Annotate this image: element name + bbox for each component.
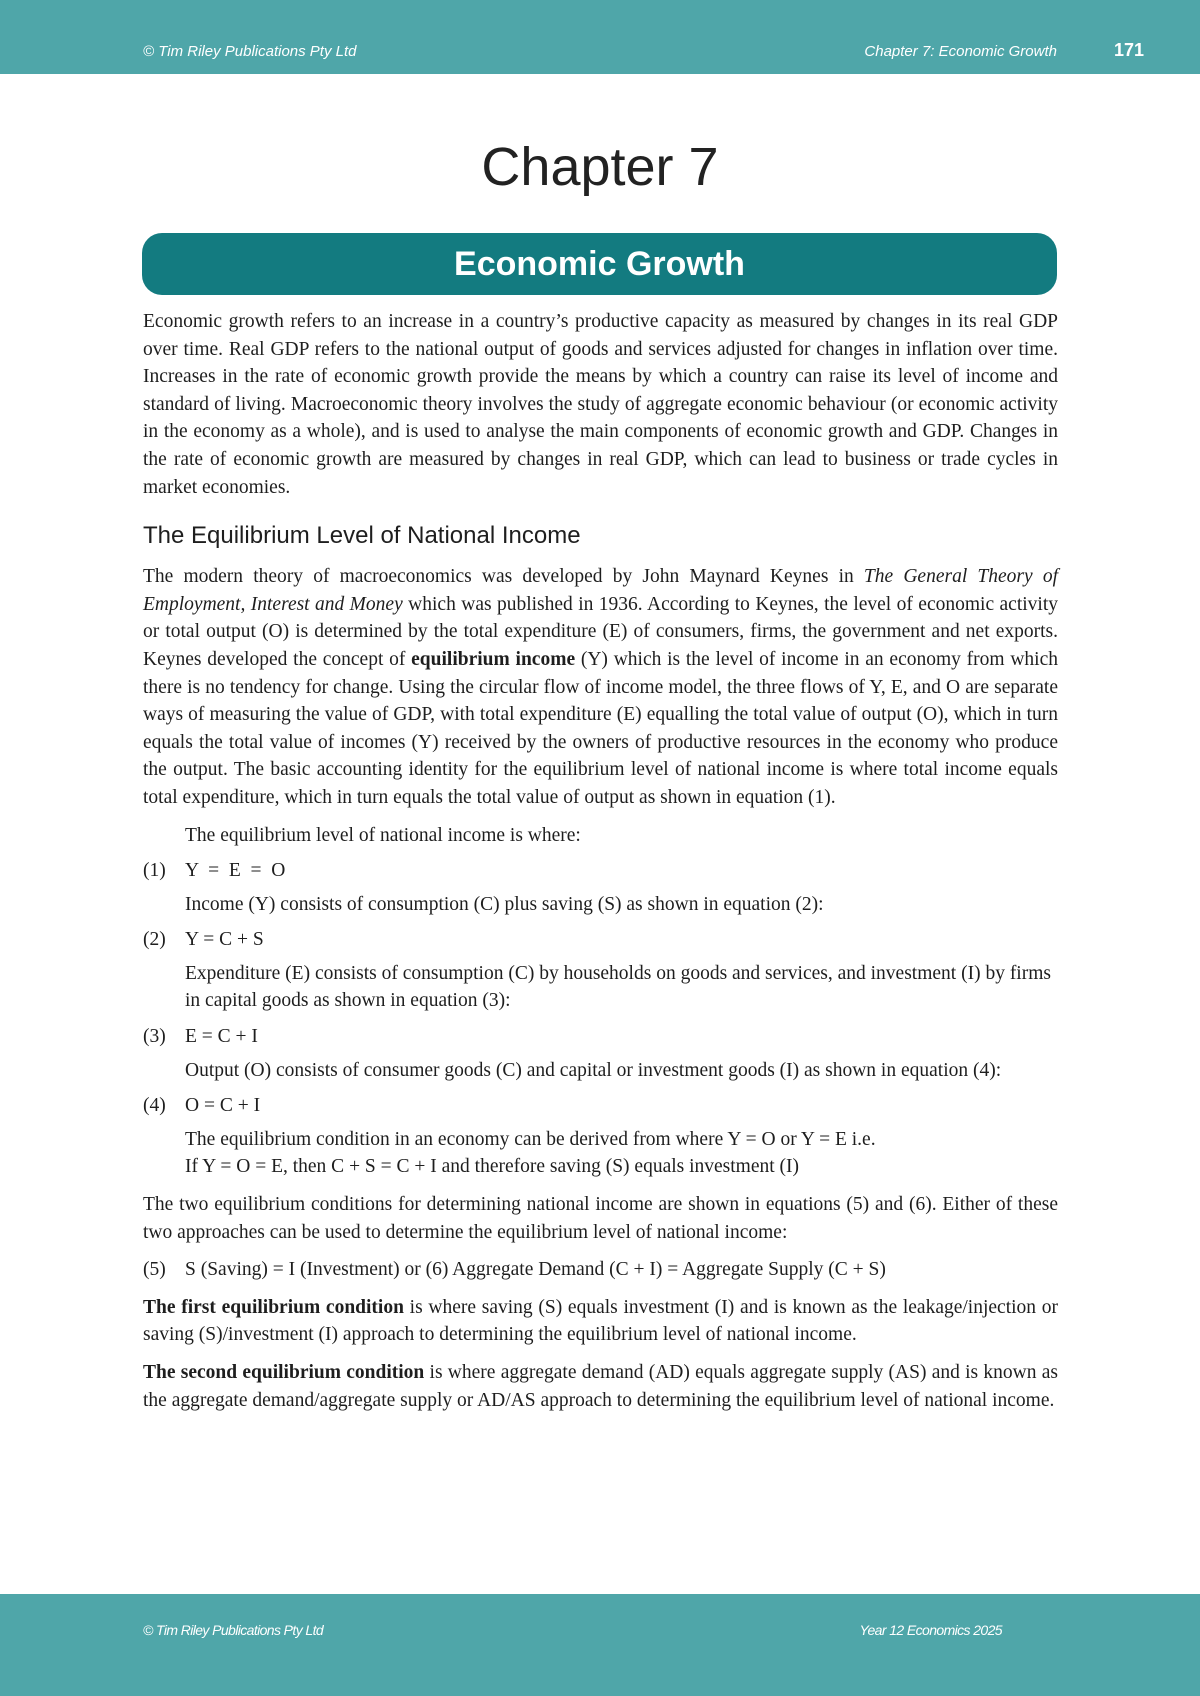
header-chapter-label: Chapter 7: Economic Growth (864, 43, 1057, 60)
keynes-paragraph (143, 563, 1058, 811)
footer-copyright: © Tim Riley Publications Pty Ltd (143, 1622, 324, 1638)
equation-5-6 (143, 1256, 1058, 1284)
second-condition-paragraph (143, 1359, 1058, 1414)
equation-1 (143, 857, 1058, 885)
page-body (143, 308, 1058, 1414)
page-footer (0, 1594, 1200, 1696)
equation-number: (5) (143, 1259, 166, 1281)
equation-number: (1) (143, 860, 166, 882)
equation-text: Y = C + S (185, 929, 264, 951)
equation-text: S (Saving) = I (Investment) or (6) Aggregate Demand (C + I) = Aggregate Supply (C + S) (185, 1259, 886, 1281)
keynes-text-1: The modern theory of macroeconomics was developed by John Maynard Keynes in (143, 566, 864, 588)
equation-3-intro: Expenditure (E) consists of consumption (C) by households on goods and services, and investment (I) by firms in capital goods as shown in equation (3): (185, 962, 1051, 1012)
chapter-title-banner: Economic Growth (142, 233, 1057, 295)
chapter-heading: Chapter 7 (481, 137, 719, 197)
equation-text: E = C + I (185, 1026, 258, 1048)
equation-number: (2) (143, 929, 166, 951)
book-title: The General Theory of Employment, Interest and Money (143, 566, 1058, 615)
second-condition-text: is where aggregate demand (AD) equals aggregate supply (AS) and is known as the aggregate demand/aggregate supply or AD/AS approach to determining the equilibrium level of national income. (143, 1362, 1059, 1411)
equation-number: (3) (143, 1026, 166, 1048)
equation-4 (143, 1092, 1058, 1120)
page-header (0, 0, 1200, 74)
equation-number: (4) (143, 1095, 166, 1117)
first-condition-text: is where saving (S) equals investment (I) and is known as the leakage/injection or saving (S)/investment (I) approach to determining the equilibrium level of national income. (143, 1296, 1058, 1346)
equation-text: Y = E = O (185, 860, 286, 882)
equation-intro: The equilibrium level of national income is where: (185, 824, 581, 846)
equilibrium-condition-line-2: If Y = O = E, then C + S = C + I and therefore saving (S) equals investment (I) (185, 1156, 800, 1178)
keynes-text-2: which was published in 1936. According to Keynes, the level of economic activity or total output (O) is determined by the total expenditure (E) of consumers, firms, the government and net exports. Keynes developed the concept of (143, 593, 1058, 670)
second-condition-term: The second equilibrium condition (143, 1362, 425, 1383)
equation-2-intro: Income (Y) consists of consumption (C) plus saving (S) as shown in equation (2): (185, 893, 824, 915)
two-conditions-paragraph: The two equilibrium conditions for determining national income are shown in equations (5) and (6). Either of these two approaches can be used to determine the equilibrium level of national income: (143, 1194, 1058, 1243)
key-term-equilibrium-income: equilibrium income (411, 648, 576, 670)
equation-3 (143, 1023, 1058, 1051)
equation-text: O = C + I (185, 1095, 261, 1117)
section-heading: The Equilibrium Level of National Income (143, 522, 581, 550)
footer-book-title: Year 12 Economics 2025 (859, 1622, 1002, 1638)
equation-4-intro: Output (O) consists of consumer goods (C) and capital or investment goods (I) as shown in equation (4): (185, 1059, 1002, 1081)
equation-2 (143, 926, 1058, 954)
first-condition-paragraph (143, 1294, 1058, 1349)
equilibrium-condition-line-1: The equilibrium condition in an economy can be derived from where Y = O or Y = E i.e. (185, 1128, 876, 1150)
keynes-text-3: (Y) which is the level of income in an economy from which there is no tendency for change. Using the circular flow of income model, the three flows of Y, E, and O are separate ways of measuring the value of GDP, with total expenditure (E) equalling the total value of output (O), which in turn equals the total value of incomes (Y) received by the owners of productive resources in the economy who produce the output. The basic accounting identity for the equilibrium level of national income is where total income equals total expenditure, which in turn equals the total value of output as shown in equation (1). (143, 648, 1058, 808)
first-condition-term: The first equilibrium condition (143, 1296, 404, 1318)
page-number: 171 (1113, 40, 1144, 60)
intro-paragraph: Economic growth refers to an increase in a country’s productive capacity as measured by changes in its real GDP over time. Real GDP refers to the national output of goods and services adjusted for changes in inflation over time. Increases in the rate of economic growth provide the means by which a country can raise its level of income and standard of living. Macroeconomic theory involves the study of aggregate economic behaviour (or economic activity in the economy as a whole), and is used to analyse the main components of economic growth and GDP. Changes in the rate of economic growth are measured by changes in real GDP, which can lead to business or trade cycles in market economies. (143, 311, 1058, 498)
header-copyright: © Tim Riley Publications Pty Ltd (143, 43, 357, 60)
